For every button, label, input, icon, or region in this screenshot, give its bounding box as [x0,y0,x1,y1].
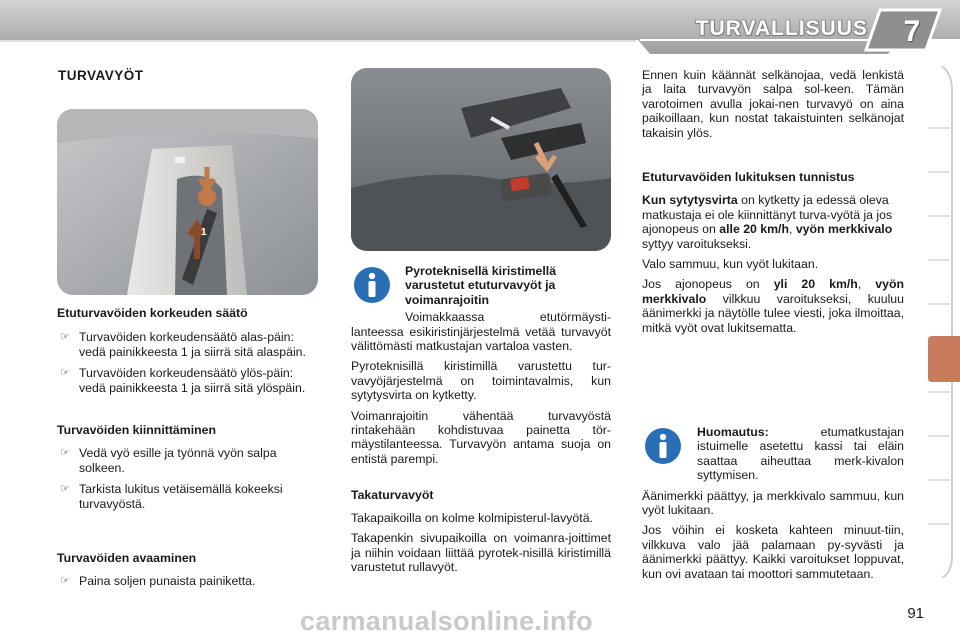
pyro-paragraph: Pyroteknisillä kiristimillä varustettu tur-vavyöjärjestelmä on toimintavalmis, kun sytytysvirta on kytketty. [351,359,611,403]
after-note-paragraph: Jos vöihin ei kosketa kahteen minuut-tiin, vilkkuva valo jää palamaan py-syvästi ja äänimerkki päättyy. Kaikki varoitukset loppuvat, kun ovi avataan tai moottori sammutetaan. [642,523,904,581]
list-item: ☞ Vedä vyö esille ja työnnä vyön salpa solkeen. [60,446,277,475]
pyro-paragraph: Voimakkaassa etutörmäysti-lanteessa esikiristinjärjestelmä vetää turvavyöt välittömästi matkustajan vartaloa vasten. [351,310,611,354]
lock-paragraph-3: Jos ajonopeus on yli 20 km/h, vyön merkkivalo vilkkuu varoitukseksi, kuuluu äänimerkki ja näytölle tulee viesti, joka ilmoittaa, mitkä vyöt ovat lukitsematta. [642,277,904,335]
rear-belts-heading: Takaturvavyöt [351,488,434,503]
lock-paragraph-2: Valo sammuu, kun vyöt lukitaan. [642,257,819,272]
page-number: 91 [907,605,924,622]
intro-paragraph: Ennen kuin käännät selkänojaa, vedä lenkistä ja laita turvavyön salpa sol-keen. Tämän varotoimen avulla jokai-nen turvavyö on aina paikoillaan, kun nostat takaistuinten selkänojat takaisin ylös. [642,68,904,140]
active-chapter-tab [928,336,960,382]
note-paragraph: Huomautus: etumatkustajan istuimelle asetettu kassi tai eläin saattaa aiheuttaa merk-kivalon syttymisen. [697,425,904,483]
list-item: ☞ Turvavöiden korkeudensäätö alas-päin: vedä painikkeesta 1 ja siirrä sitä alaspäin. [60,330,306,359]
figure1-callout: 1 [201,227,207,238]
list-item: ☞ Turvavöiden korkeudensäätö ylös-päin: vedä painikkeesta 1 ja siirrä sitä ylöspäin. [60,366,306,395]
side-tabs [928,66,960,578]
height-adjust-heading: Etuturvavöiden korkeuden säätö [57,306,248,320]
rear-paragraph: Takapenkin sivupaikoilla on voimanra-joittimet ja niihin voidaan liittää pyrotek-nisillä kiristimillä varustetut rullavyöt. [351,531,611,574]
unfastening-heading: Turvavöiden avaaminen [57,551,197,566]
height-adjuster-photo [57,109,318,295]
buckle-photo [351,68,611,251]
lock-heading: Etuturvavöiden lukituksen tunnistus [642,170,855,185]
column-1 [57,306,319,596]
section-title: TURVAVYÖT [58,68,144,83]
pyro-note-title: Pyroteknisellä kiristimellä varustetut etuturvavyöt ja voimanrajoitin [405,264,557,307]
chapter-number: 7 [903,15,921,48]
bullet-icon: ☞ [60,483,70,496]
after-note-paragraph: Äänimerkki päättyy, ja merkkivalo sammuu, kun vyöt lukitaan. [642,488,904,518]
bullet-icon: ☞ [60,447,70,460]
column-3 [642,68,904,341]
bullet-icon: ☞ [60,331,70,344]
chapter-title: TURVALLISUUS [695,17,868,40]
bullet-icon: ☞ [60,575,70,588]
bullet-icon: ☞ [60,367,70,380]
pyro-paragraph: Voimanrajoitin vähentää turvavyöstä rintakehään kohdistuvaa painetta tör-mäystilanteessa. Turvavyön antama suoja on entistä parempi. [351,408,611,466]
rear-paragraph: Takapaikoilla on kolme kolmipisterul-lavyötä. [351,510,593,525]
note-block [642,425,904,587]
pyro-note [351,264,611,580]
fastening-heading: Turvavöiden kiinnittäminen [57,423,216,438]
watermark: carmanualsonline.info [300,606,593,636]
list-item: ☞ Paina soljen punaista painiketta. [60,574,256,589]
lock-paragraph-1: Kun sytytysvirta on kytketty ja edessä oleva matkustaja ei ole kiinnittänyt turva-vyötä ja jos ajonopeus on alle 20 km/h, vyön merkkivalo syttyy varoitukseksi. [642,193,893,251]
list-item: ☞ Tarkista lukitus vetäisemällä kokeeksi turvavyöstä. [60,482,283,511]
